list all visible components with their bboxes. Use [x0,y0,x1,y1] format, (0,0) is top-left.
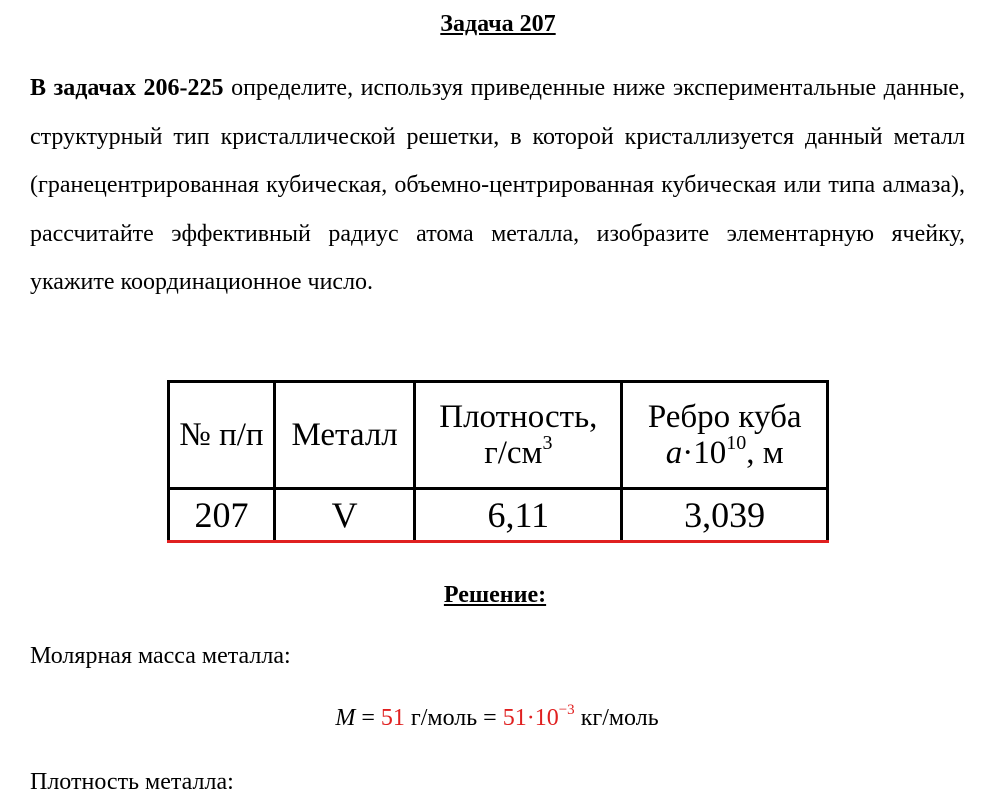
header-density-unit: г/см [484,435,543,471]
formula-eq: = [355,705,381,731]
molar-mass-label: Молярная масса металла: [30,643,291,669]
cell-metal: V [274,489,414,542]
formula-value-1: 51 [380,705,405,731]
table-row [169,489,828,542]
header-density [415,382,622,489]
formula-unit-2: кг/моль [574,705,659,731]
cell-density: 6,11 [415,489,622,542]
data-table [167,380,829,539]
problem-statement [30,64,965,307]
formula-symbol: M [335,705,356,731]
header-edge-exp: 10 [726,432,747,454]
cell-number: 207 [169,489,275,542]
header-edge [622,382,828,489]
header-edge-label: Ребро куба [647,399,802,435]
header-metal: Металл [274,382,414,489]
header-edge-mid: ·10 [682,435,727,471]
molar-mass-formula [0,702,988,732]
solution-title: Решение: [443,582,547,608]
formula-exponent: −3 [558,702,575,718]
page-title: Задача 207 [440,11,556,37]
table-header-row [169,382,828,489]
header-density-exp: 3 [542,432,553,454]
problem-range: В задачах 206-225 [30,75,224,101]
formula-unit-1: г/моль = [404,705,503,731]
header-density-label: Плотность, [439,399,598,435]
problem-body: определите, используя приведенные ниже экспериментальные данные, структурный тип кристаллической решетки, в которой кристаллизуется данный металл (гранецентрированная кубическая, объемно-центрированная кубическая или типа алмаза), рассчитайте эффективный радиус атома металла, изобразите элементарную ячейку, укажите координационное число. [30,75,965,295]
cell-edge: 3,039 [622,489,828,542]
header-edge-var: a [665,435,683,471]
formula-value-2: 51·10 [502,705,559,731]
density-label: Плотность металла: [30,769,234,795]
header-edge-unit: , м [746,435,784,471]
header-number: № п/п [169,382,275,489]
